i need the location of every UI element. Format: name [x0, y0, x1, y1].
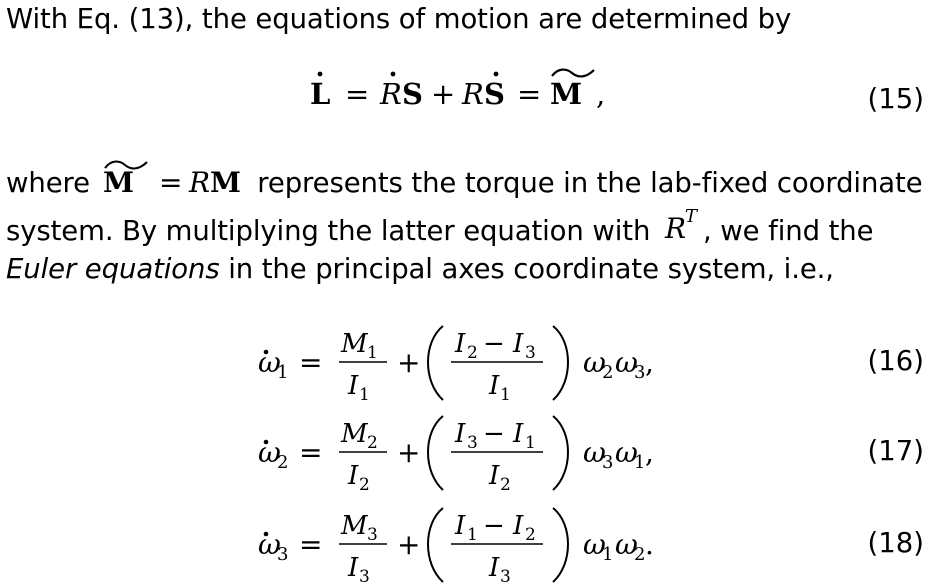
svg-text:I: I	[348, 461, 359, 491]
dot-accent	[318, 72, 323, 77]
svg-text:T: T	[684, 206, 697, 227]
svg-text:I: I	[513, 419, 524, 449]
svg-text:.: .	[645, 528, 654, 561]
svg-text:I: I	[455, 511, 466, 541]
para-text: , we find the	[702, 215, 874, 247]
svg-text:2: 2	[500, 475, 511, 492]
eq15-equals2: =	[517, 77, 542, 111]
eq15-L: L	[310, 77, 331, 111]
svg-text:2: 2	[634, 544, 646, 565]
para-line-1	[6, 160, 923, 200]
svg-text:M: M	[102, 166, 134, 199]
equation-16	[255, 318, 675, 402]
svg-text:=: =	[299, 346, 323, 379]
svg-text:ω: ω	[258, 346, 281, 379]
dot-accent	[494, 72, 499, 77]
intro-line: With Eq. (13), the equations of motion are determined by	[6, 3, 792, 35]
svg-text:M: M	[209, 166, 241, 199]
svg-text:I: I	[489, 371, 500, 401]
equation-17	[255, 408, 675, 492]
svg-text:M: M	[341, 511, 368, 541]
svg-text:3: 3	[467, 433, 478, 453]
where-word: where	[6, 167, 90, 199]
equation-number: (18)	[867, 527, 924, 559]
svg-text:=: =	[299, 528, 323, 561]
svg-text:3: 3	[525, 343, 536, 363]
svg-text:M: M	[341, 419, 368, 449]
svg-text:I: I	[455, 329, 466, 359]
euler-emphasis: Euler equations	[6, 253, 220, 285]
para-text: represents the torque in the lab-fixed coordinate	[257, 167, 923, 199]
inline-math-RT	[659, 206, 703, 244]
svg-text:I: I	[489, 553, 500, 583]
svg-text:2: 2	[359, 475, 370, 492]
eq15-R2: R	[462, 77, 484, 111]
svg-text:ω: ω	[258, 528, 281, 561]
svg-text:3: 3	[277, 544, 289, 565]
svg-text:1: 1	[634, 452, 646, 473]
svg-text:1: 1	[602, 544, 614, 565]
equation-number: (17)	[867, 435, 924, 467]
svg-text:,: ,	[645, 436, 654, 469]
svg-text:ω: ω	[258, 436, 281, 469]
para-text: system. By multiplying the latter equation with	[6, 215, 651, 247]
eq15-comma: ,	[596, 77, 606, 111]
svg-text:3: 3	[634, 362, 646, 383]
eq15-equals: =	[345, 77, 370, 111]
equation-number: (15)	[867, 83, 924, 115]
svg-text:3: 3	[359, 567, 370, 584]
equation-number: (16)	[867, 345, 924, 377]
svg-text:+: +	[397, 436, 421, 469]
svg-text:ω: ω	[583, 528, 606, 561]
svg-text:+: +	[397, 346, 421, 379]
svg-text:I: I	[489, 461, 500, 491]
svg-text:I: I	[348, 553, 359, 583]
para-text: in the principal axes coordinate system, i.e.,	[219, 253, 834, 285]
svg-text:2: 2	[602, 362, 614, 383]
svg-text:1: 1	[359, 385, 370, 402]
eq15-S2: S	[484, 77, 505, 111]
svg-text:−: −	[483, 419, 505, 449]
svg-text:1: 1	[500, 385, 511, 402]
svg-text:R: R	[188, 166, 210, 199]
svg-text:2: 2	[367, 433, 378, 453]
svg-text:3: 3	[500, 567, 511, 584]
svg-text:ω: ω	[583, 346, 606, 379]
svg-text:ω: ω	[615, 346, 638, 379]
eq15-S: S	[402, 77, 423, 111]
svg-text:1: 1	[277, 362, 289, 383]
equation-15	[300, 66, 620, 118]
eq15-M: M	[550, 77, 583, 111]
svg-text:3: 3	[367, 525, 378, 545]
svg-text:1: 1	[525, 433, 536, 453]
dot-accent	[391, 72, 396, 77]
inline-math-M-tilde	[99, 160, 249, 200]
svg-text:2: 2	[277, 452, 289, 473]
eq15-plus: +	[431, 77, 456, 111]
eq15-R: R	[380, 77, 402, 111]
svg-text:−: −	[483, 511, 505, 541]
svg-text:+: +	[397, 528, 421, 561]
para-line-3	[6, 252, 834, 286]
svg-text:ω: ω	[615, 528, 638, 561]
svg-text:,: ,	[645, 346, 654, 379]
equation-18	[255, 500, 675, 584]
svg-text:I: I	[348, 371, 359, 401]
svg-text:I: I	[455, 419, 466, 449]
svg-text:1: 1	[467, 525, 478, 545]
svg-text:2: 2	[467, 343, 478, 363]
svg-text:=: =	[158, 166, 182, 199]
svg-text:M: M	[341, 329, 368, 359]
svg-text:−: −	[483, 329, 505, 359]
svg-text:=: =	[299, 436, 323, 469]
svg-text:2: 2	[525, 525, 536, 545]
para-line-2	[6, 206, 873, 248]
tilde-accent	[552, 70, 594, 77]
svg-text:ω: ω	[615, 436, 638, 469]
svg-text:3: 3	[602, 452, 614, 473]
svg-text:I: I	[513, 329, 524, 359]
svg-text:R: R	[664, 212, 686, 244]
svg-text:1: 1	[367, 343, 378, 363]
svg-text:ω: ω	[583, 436, 606, 469]
svg-text:I: I	[513, 511, 524, 541]
